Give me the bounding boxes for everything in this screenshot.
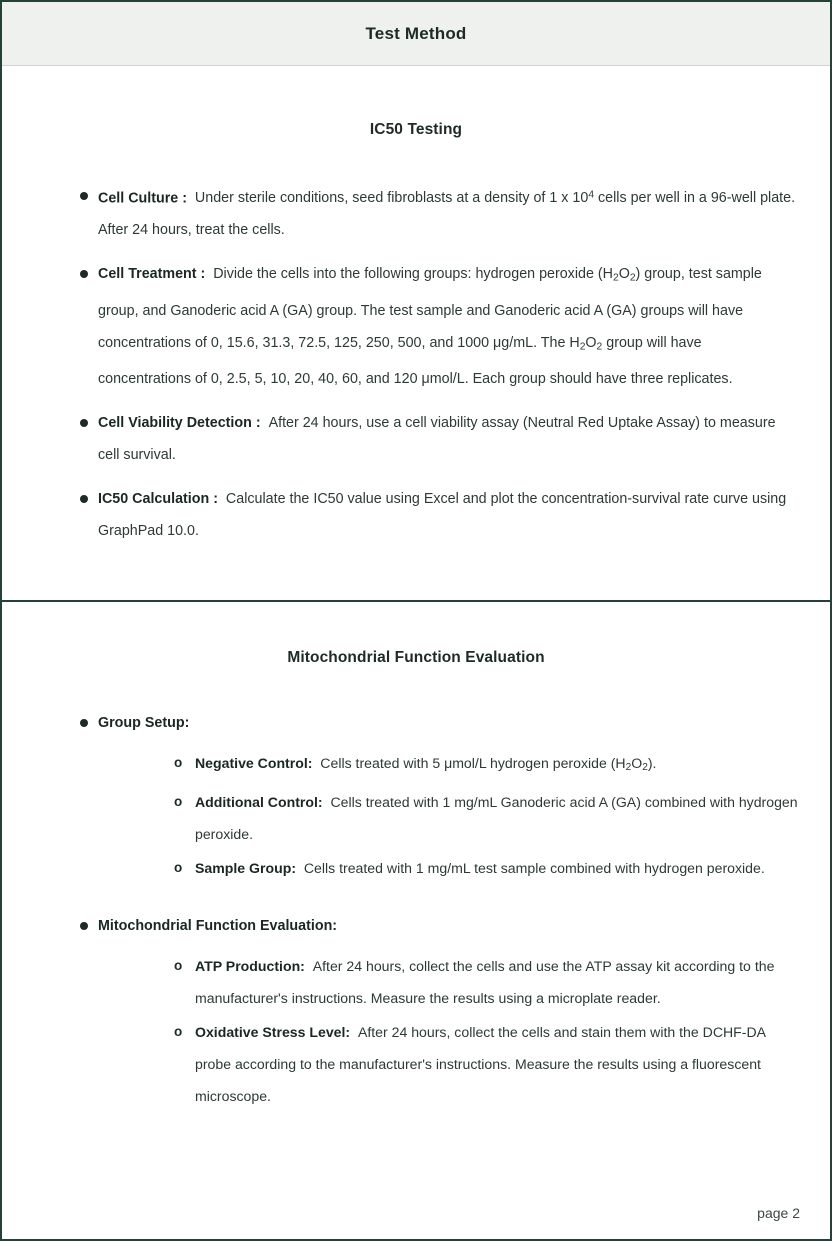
- hollow-circle-icon: o: [174, 1024, 183, 1040]
- mitochondrial-bullet-list: [34, 707, 798, 1112]
- document-header-title: Test Method: [365, 23, 467, 43]
- sub-list-item: [98, 1016, 798, 1112]
- sub-list-item: [98, 786, 798, 850]
- sub-list-item-text: Cells treated with 1 mg/mL Ganoderic acid A (GA) combined with hydrogen peroxide.: [195, 794, 798, 843]
- mitochondrial-evaluation-sub-list: [98, 950, 798, 1112]
- sub-list-item-text: Cells treated with 5 μmol/L hydrogen peroxide $(H_2O_2)$.: [316, 755, 657, 774]
- list-item: [34, 707, 798, 884]
- sub-list-item-text: After 24 hours, collect the cells and use the ATP assay kit according to the manufacturer's instructions. Measure the results using a microplate reader.: [195, 958, 775, 1007]
- section-title-ic50: IC50 Testing: [369, 121, 463, 138]
- sub-list-item: [98, 747, 798, 784]
- bullet-dot-icon: [80, 419, 88, 427]
- section-mitochondrial-function: [2, 602, 830, 1239]
- sub-list-item: [98, 950, 798, 1014]
- sub-list-item: [98, 852, 798, 884]
- list-item-lead: Mitochondrial Function Evaluation:: [98, 918, 338, 935]
- sub-list-item-text: Cells treated with 1 mg/mL test sample combined with hydrogen peroxide.: [299, 860, 765, 877]
- list-item-text: Calculate the IC50 value using Excel and plot the concentration-survival rate curve using GraphPad 10.0.: [98, 490, 787, 539]
- sub-list-item-lead: Negative Control:: [195, 755, 313, 771]
- bullet-dot-icon: [80, 495, 88, 503]
- sub-list-item-lead: Oxidative Stress Level:: [195, 1024, 351, 1041]
- page-footer: page 2: [757, 1205, 800, 1221]
- sub-list-item-lead: Sample Group:: [195, 860, 297, 877]
- list-item-text: After 24 hours, use a cell viability assay (Neutral Red Uptake Assay) to measure cell survival.: [98, 414, 776, 463]
- list-item-text: Divide the cells into the following groups: hydrogen peroxide $(H_2O_2)$ group, test sample group, and Ganoderic acid A (GA) group. The test sample and Ganoderic acid A (GA) groups will have concentrations of 0, 15.6, 31.3, 72.5, 125, 250, 500, and 1000 μg/mL. The $H_2O_2$ group will have concentrations of 0, 2.5, 5, 10, 20, 40, 60, and 120 μmol/L. Each group should have three replicates.: [98, 266, 762, 387]
- document-header: [2, 2, 830, 66]
- hollow-circle-icon: o: [174, 794, 183, 810]
- list-item: [34, 483, 798, 547]
- section-ic50-testing: [2, 66, 830, 602]
- hollow-circle-icon: o: [174, 958, 183, 974]
- list-item-lead: Cell Treatment :: [98, 266, 206, 283]
- list-item-lead: IC50 Calculation :: [98, 490, 218, 507]
- list-item: [34, 258, 798, 395]
- list-item: [34, 910, 798, 1112]
- ic50-bullet-list: [34, 180, 798, 547]
- section-title-mitochondrial: Mitochondrial Function Evaluation: [287, 649, 545, 666]
- group-setup-sub-list: [98, 747, 798, 884]
- bullet-dot-icon: [80, 270, 88, 278]
- sub-list-item-lead: Additional Control:: [195, 794, 323, 811]
- sub-list-item-lead: ATP Production:: [195, 958, 305, 975]
- list-item-lead: Cell Culture :: [98, 190, 187, 207]
- hollow-circle-icon: o: [174, 755, 183, 770]
- hollow-circle-icon: o: [174, 860, 183, 876]
- bullet-dot-icon: [80, 719, 88, 727]
- list-item-text: Under sterile conditions, seed fibroblasts at a density of 1 x $10^4$ cells per well in a 96-well plate. After 24 hours, treat the cells.: [98, 190, 796, 239]
- list-item-lead: Cell Viability Detection :: [98, 414, 261, 431]
- bullet-dot-icon: [80, 192, 88, 200]
- list-item: [34, 180, 798, 246]
- list-item: [34, 407, 798, 471]
- list-item-lead: Group Setup:: [98, 715, 190, 731]
- bullet-dot-icon: [80, 922, 88, 930]
- sub-list-item-text: After 24 hours, collect the cells and stain them with the DCHF-DA probe according to the manufacturer's instructions. Measure the results using a fluorescent microscope.: [195, 1024, 766, 1105]
